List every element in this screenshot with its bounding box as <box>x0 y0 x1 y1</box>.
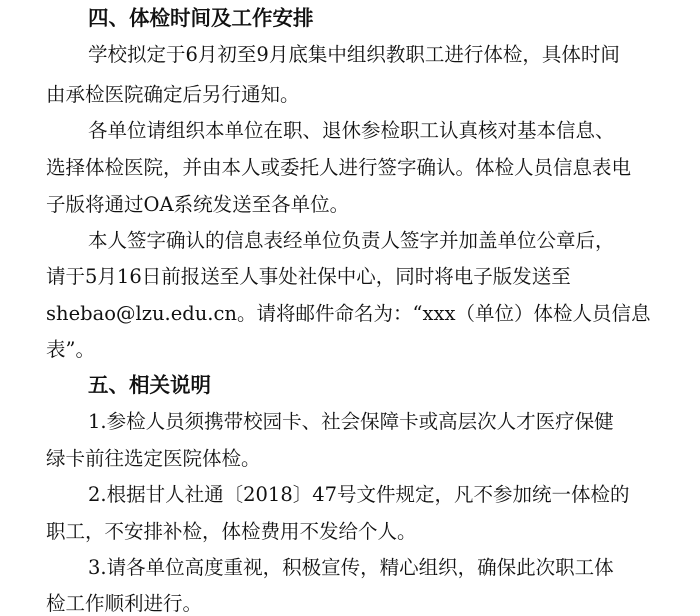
paragraph-line: 职工，不安排补检，体检费用不发给个人。 <box>46 520 417 543</box>
paragraph-line: 由承检医院确定后另行通知。 <box>46 83 300 106</box>
section-heading-schedule: 四、体检时间及工作安排 <box>88 6 314 30</box>
paragraph-line: 本人签字确认的信息表经单位负责人签字并加盖单位公章后， <box>88 229 615 252</box>
paragraph-line: 子版将通过OA系统发送至各单位。 <box>46 193 350 216</box>
paragraph-line: 绿卡前往选定医院体检。 <box>46 447 261 470</box>
paragraph-line: 3.请各单位高度重视，积极宣传，精心组织，确保此次职工体 <box>88 556 614 579</box>
paragraph-line: shebao@lzu.edu.cn。请将邮件命名为：“xxx（单位）体检人员信息 <box>46 302 651 325</box>
paragraph-line: 2.根据甘人社通〔2018〕47号文件规定，凡不参加统一体检的 <box>88 483 630 506</box>
paragraph-line: 请于5月16日前报送至人事处社保中心，同时将电子版发送至 <box>46 265 571 288</box>
paragraph-line: 1.参检人员须携带校园卡、社会保障卡或高层次人才医疗保健 <box>88 410 614 433</box>
paragraph-line: 学校拟定于6月初至9月底集中组织教职工进行体检，具体时间 <box>88 43 620 66</box>
paragraph-line: 各单位请组织本单位在职、退休参检职工认真核对基本信息、 <box>88 119 615 142</box>
section-heading-notes: 五、相关说明 <box>88 373 211 397</box>
paragraph-line: 检工作顺利进行。 <box>46 592 203 615</box>
paragraph-line: 选择体检医院，并由本人或委托人进行签字确认。体检人员信息表电 <box>46 156 632 179</box>
paragraph-line: 表”。 <box>46 338 95 361</box>
